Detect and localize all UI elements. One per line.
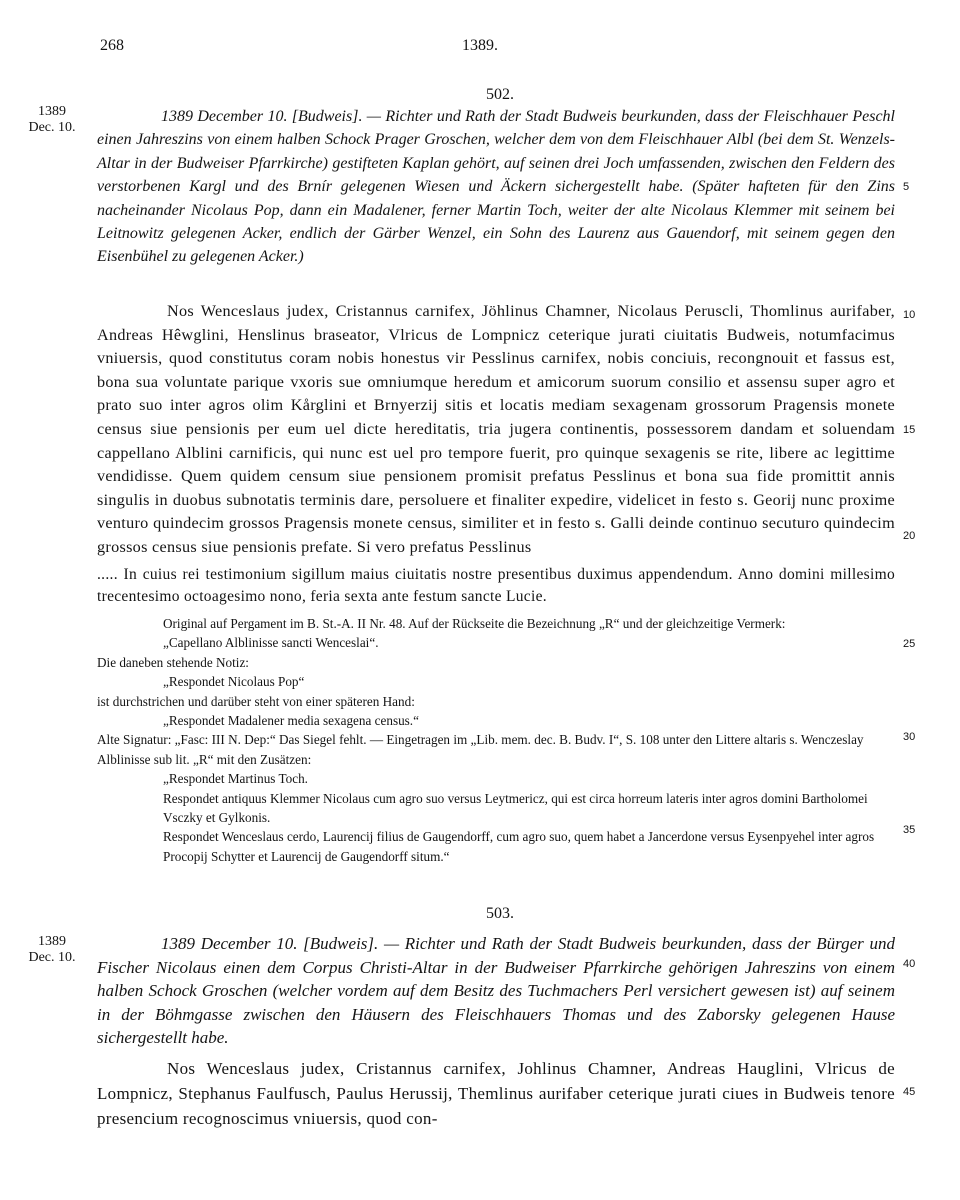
- note-line: Original auf Pergament im B. St.-A. II Nr. 48. Auf der Rückseite die Bezeichnung „R“ und der gleichzeitige Vermerk:: [163, 616, 786, 631]
- margin-date-502: [22, 104, 82, 136]
- margin-year: 1389: [38, 104, 66, 119]
- line-number: 40: [903, 958, 916, 970]
- line-number: 45: [903, 1086, 916, 1098]
- line-number: 5: [903, 181, 910, 193]
- charter-body: Nos Wenceslaus judex, Cristannus carnifex, Jöhlinus Chamner, Nicolaus Peruscli, Thomlinus aurifaber, Andreas Hêwglini, Henslinus braseator, Vlricus de Lompnicz ceterique jurati ciuitatis Budweis, notumfacimus vniuersis, quod constitutus coram nobis honestus vir Pesslinus carnifex, nobis conciuis, recongnouit et fassus est, bona sua voluntate parique vxoris sue omniumque heredum et amicorum suorum consilio et assensu super agro et prato suo inter agros olim Kårglini et Brnyerzij sitis et locatis mediam sexagenam grossorum Pragensis monete census siue pensionis per eum uel dicte hereditatis, tria jugera continentis, possessorem dandam et soluendam cappellano Alblini carnificis, qui nunc est uel pro tempore fuerit, pro quinque sexagenis se rite, libere ac legittime vendidisse. Quem quidem censum siue pensionem promisit prefatus Pesslinus et bona sua fide promittit annis singulis in duobus subnotatis terminis dare, persoluere et finaliter expedire, videlicet in festo s. Georij nunc proxime venturo quindecim grossos Pragensis monete census, similiter et in festo s. Galli deinde continuo secuturo quindecim grossos census siue pensionis prefate. Si vero prefatus Pesslinus: [97, 302, 895, 556]
- note-line: ist durchstrichen und darüber steht von einer späteren Hand:: [97, 693, 415, 709]
- margin-year: 1389: [38, 934, 66, 949]
- note-line: Respondet Wenceslaus cerdo, Laurencij filius de Gaugendorff, cum agro suo, quem habet a Jancerdone versus Eysenpyehel inter agros Procopij Schytter et Laurencij de Gaugendorff situm.“: [163, 829, 875, 864]
- document-number-502: 502.: [486, 86, 514, 103]
- charter-closing-502: [97, 564, 895, 608]
- regest-503: [97, 932, 895, 1050]
- regest-text: 1389 December 10. [Budweis]. — Richter und Rath der Stadt Budweis beurkunden, dass der Bürger und Fischer Nicolaus einen dem Corpus Christi-Altar in der Budweiser Pfarrkirche gehörigen Jahreszins von einem halben Schock Groschen (welcher vordem auf dem Besitz des Tuchmachers Perl versichert gewesen ist) auf seinem in der Böhmgasse zwischen den Häusern des Fleischhauers Thomas und des Zaborsky gelegenen Hause sichergestellt habe.: [97, 934, 895, 1047]
- line-number: 35: [903, 824, 916, 836]
- charter-text-503: [97, 1056, 895, 1131]
- note-line: Die daneben stehende Notiz:: [97, 654, 249, 670]
- margin-day: Dec. 10.: [28, 950, 76, 965]
- running-title-year: 1389.: [462, 37, 498, 54]
- line-number: 10: [903, 309, 916, 321]
- note-line: Respondet antiquus Klemmer Nicolaus cum agro suo versus Leytmericz, qui est circa horreum lateris inter agros domini Bartholomei Vsczky et Gylkonis.: [163, 790, 868, 826]
- charter-body: Nos Wenceslaus judex, Cristannus carnifex, Johlinus Chamner, Andreas Hauglini, Vlricus de Lompnicz, Stephanus Faulfusch, Paulus Herussij, Themlinus aurifaber ceterique jurati ciues in Budweis tenore presencium recognoscimus vniuersis, quod con-: [97, 1059, 895, 1128]
- line-number: 30: [903, 731, 916, 743]
- line-number: 25: [903, 638, 916, 650]
- margin-day: Dec. 10.: [28, 120, 76, 135]
- page-number: 268: [100, 37, 124, 54]
- note-line: „Respondet Madalener media sexagena census.“: [163, 713, 419, 729]
- note-line: Alte Signatur: „Fasc: III N. Dep:“ Das Siegel fehlt. — Eingetragen im „Lib. mem. dec. B. Budv. I“, S. 108 unter den Littere altaris s. Wenczeslay Alblinisse sub lit. „R“ mit den Zusätzen:: [97, 732, 864, 767]
- line-number: 15: [903, 424, 916, 436]
- charter-closing: ..... In cuius rei testimonium sigillum maius ciuitatis nostre presentibus duximus appendendum. Anno domini millesimo trecentesimo octoagesimo nono, feria sexta ante festum sancte Lucie.: [97, 566, 895, 605]
- note-line: „Respondet Martinus Toch.: [163, 771, 308, 787]
- notes-502: [97, 614, 895, 866]
- note-line: „Capellano Alblinisse sancti Wenceslai“.: [163, 635, 379, 651]
- document-number-503: 503.: [486, 905, 514, 922]
- regest-502: [97, 105, 895, 269]
- note-line: „Respondet Nicolaus Pop“: [163, 674, 305, 690]
- margin-date-503: [22, 934, 82, 966]
- regest-text: 1389 December 10. [Budweis]. — Richter und Rath der Stadt Budweis beurkunden, dass der Fleischhauer Peschl einen Jahreszins von einem halben Schock Prager Groschen, welcher dem von dem Fleischhauer Albl (bei dem St. Wenzels-Altar in der Budweiser Pfarrkirche) gestifteten Kaplan gehört, auf seinen drei Joch umfassenden, zwischen den Feldern des verstorbenen Kargl und des Brnír gelegenen Wiesen und Äckern sichergestellt habe. (Später hafteten für den Zins nacheinander Nicolaus Pop, dann ein Madalener, ferner Martin Toch, weiter der alte Nicolaus Klemmer mit seinem bei Leitnowitz gelegenen Acker, endlich der Gärber Wenzel, ein Sohn des Laurenz aus Gauendorf, mit seinem gegen den Eisenbühel zu gelegenen Acker.): [97, 108, 895, 266]
- charter-text-502: [97, 300, 895, 560]
- line-number: 20: [903, 530, 916, 542]
